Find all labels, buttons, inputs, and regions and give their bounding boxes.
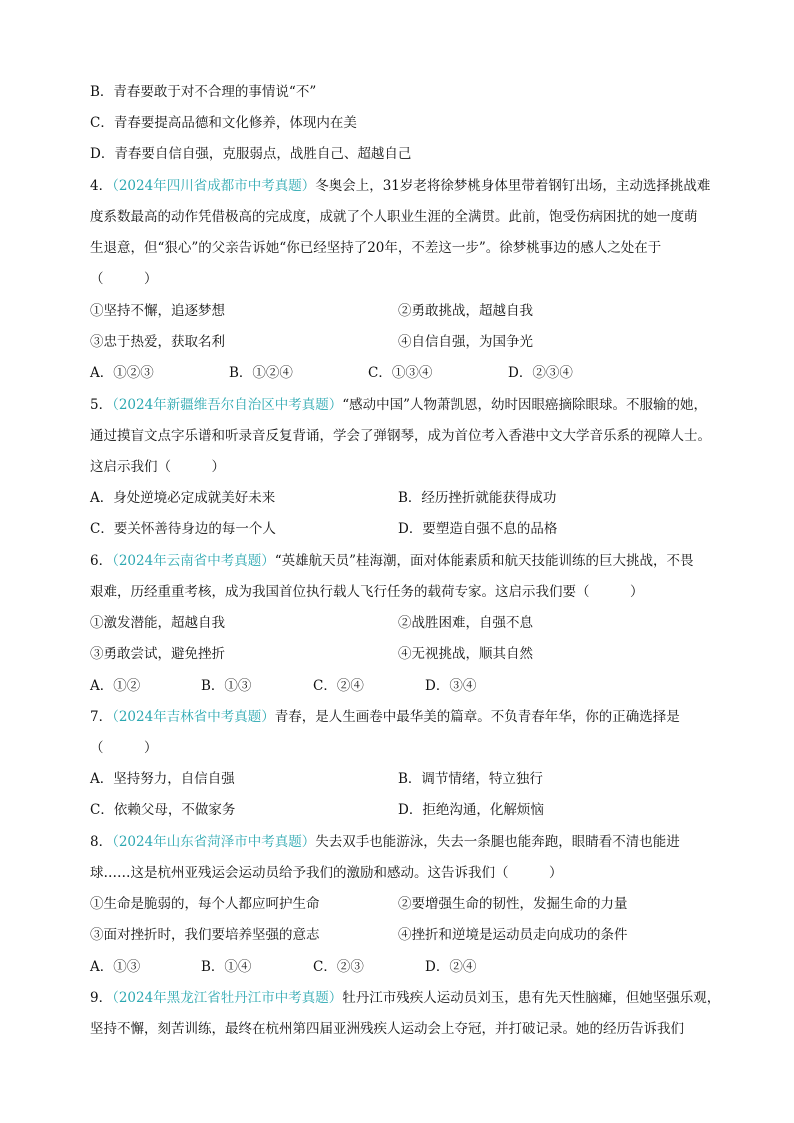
q7-option-c: C．依赖父母，不做家务 <box>90 802 236 818</box>
q7-source: （2024年吉林省中考真题） <box>112 709 275 725</box>
q7-line-1 <box>90 707 680 727</box>
q5-option-c: C．要关怀善待身边的每一个人 <box>90 521 276 537</box>
q4-line-2: 度系数最高的动作凭借极高的完成度，成就了个人职业生涯的全满贯。此前，饱受伤病困扰的她一度萌 <box>90 209 698 225</box>
q8-statement-4: ④挫折和逆境是运动员走向成功的条件 <box>398 927 628 943</box>
q7-option-b: B．调节情绪，特立独行 <box>398 771 543 787</box>
q8-source: （2024年山东省菏泽市中考真题） <box>112 834 316 850</box>
q6-statement-4: ④无视挑战，顺其自然 <box>398 646 533 662</box>
q8-option-b: B．①④ <box>201 959 252 975</box>
q5-line-2: 通过摸盲文点字乐谱和听录音反复背诵，学会了弹钢琴，成为首位考入香港中文大学音乐系的视障人士。 <box>90 428 711 444</box>
q7-blank: （ ） <box>90 740 158 756</box>
option-d: D．青春要自信自强，克服弱点，战胜自己、超越自己 <box>90 146 412 162</box>
q6-number: 6． <box>90 553 113 569</box>
q4-statement-2: ②勇敢挑战，超越自我 <box>398 303 533 319</box>
q8-option-d: D．②④ <box>425 959 477 975</box>
q6-statement-2: ②战胜困难，自强不息 <box>398 615 533 631</box>
q6-option-a: A．①② <box>90 678 141 694</box>
q4-statement-4: ④自信自强，为国争光 <box>398 334 533 350</box>
q4-line-1 <box>90 176 710 196</box>
q8-statement-3: ③面对挫折时，我们要培养坚强的意志 <box>90 927 320 943</box>
q4-stem-1: 冬奥会上，31岁老将徐梦桃身体里带着钢钉出场，主动选择挑战难 <box>315 178 711 194</box>
q4-source: （2024年四川省成都市中考真题） <box>112 178 316 194</box>
q6-statement-3: ③勇敢尝试，避免挫折 <box>90 646 225 662</box>
q9-stem-1: 牡丹江市残疾人运动员刘玉，患有先天性脑瘫，但她坚强乐观， <box>342 990 721 1006</box>
q8-option-c: C．②③ <box>313 959 364 975</box>
q9-line-1 <box>90 988 720 1008</box>
q4-option-a: A．①②③ <box>90 365 154 381</box>
q6-statement-1: ①激发潜能，超越自我 <box>90 615 225 631</box>
q5-option-b: B．经历挫折就能获得成功 <box>398 490 557 506</box>
q8-option-a: A．①③ <box>90 959 141 975</box>
q4-statement-1: ①坚持不懈，追逐梦想 <box>90 303 225 319</box>
q4-blank: （ ） <box>90 271 158 287</box>
q7-number: 7． <box>90 709 113 725</box>
option-b: B．青春要敢于对不合理的事情说“不” <box>90 84 317 100</box>
q5-source: （2024年新疆维吾尔自治区中考真题） <box>112 397 343 413</box>
q5-line-3: 这启示我们（ ） <box>90 459 225 475</box>
q8-line-1 <box>90 832 680 852</box>
q6-option-c: C．②④ <box>313 678 364 694</box>
q6-stem-1: “英雄航天员”桂海潮，面对体能素质和航天技能训练的巨大挑战，不畏 <box>274 553 694 569</box>
q6-line-2: 艰难，历经重重考核，成为我国首位执行载人飞行任务的载荷专家。这启示我们要（ ） <box>90 584 644 600</box>
q8-line-2: 球……这是杭州亚残运会运动员给予我们的激励和感动。这告诉我们（ ） <box>90 865 563 881</box>
q5-option-a: A．身处逆境必定成就美好未来 <box>90 490 276 506</box>
q7-stem-1: 青春，是人生画卷中最华美的篇章。不负青春年华，你的正确选择是 <box>274 709 680 725</box>
q5-line-1 <box>90 395 707 415</box>
q5-stem-1: “感动中国”人物萧凯恩，幼时因眼癌摘除眼球。不服输的她， <box>342 397 708 413</box>
q8-statement-2: ②要增强生命的韧性，发掘生命的力量 <box>398 896 628 912</box>
q8-number: 8． <box>90 834 113 850</box>
q4-statement-3: ③忠于热爱，获取名利 <box>90 334 225 350</box>
q9-source: （2024年黑龙江省牡丹江市中考真题） <box>112 990 343 1006</box>
q4-number: 4． <box>90 178 113 194</box>
q9-number: 9． <box>90 990 113 1006</box>
q4-option-b: B．①②④ <box>229 365 293 381</box>
q6-source: （2024年云南省中考真题） <box>112 553 275 569</box>
q5-option-d: D．要塑造自强不息的品格 <box>398 521 558 537</box>
q4-option-c: C．①③④ <box>368 365 433 381</box>
q9-line-2: 坚持不懈，刻苦训练，最终在杭州第四届亚洲残疾人运动会上夺冠，并打破记录。她的经历告诉我们 <box>90 1021 684 1037</box>
q4-option-d: D．②③④ <box>508 365 573 381</box>
q5-number: 5． <box>90 397 113 413</box>
q6-option-b: B．①③ <box>201 678 252 694</box>
q4-line-3: 生退意，但“狠心”的父亲告诉她“你已经坚持了20年，不差这一步”。徐梦桃事边的感人之处在于 <box>90 240 662 256</box>
q8-statement-1: ①生命是脆弱的，每个人都应呵护生命 <box>90 896 320 912</box>
q7-option-d: D．拒绝沟通，化解烦恼 <box>398 802 544 818</box>
q7-option-a: A．坚持努力，自信自强 <box>90 771 235 787</box>
q8-stem-1: 失去双手也能游泳，失去一条腿也能奔跑，眼睛看不清也能进 <box>315 834 680 850</box>
option-c: C．青春要提高品德和文化修养，体现内在美 <box>90 115 357 131</box>
q6-option-d: D．③④ <box>425 678 477 694</box>
q6-line-1 <box>90 551 694 571</box>
